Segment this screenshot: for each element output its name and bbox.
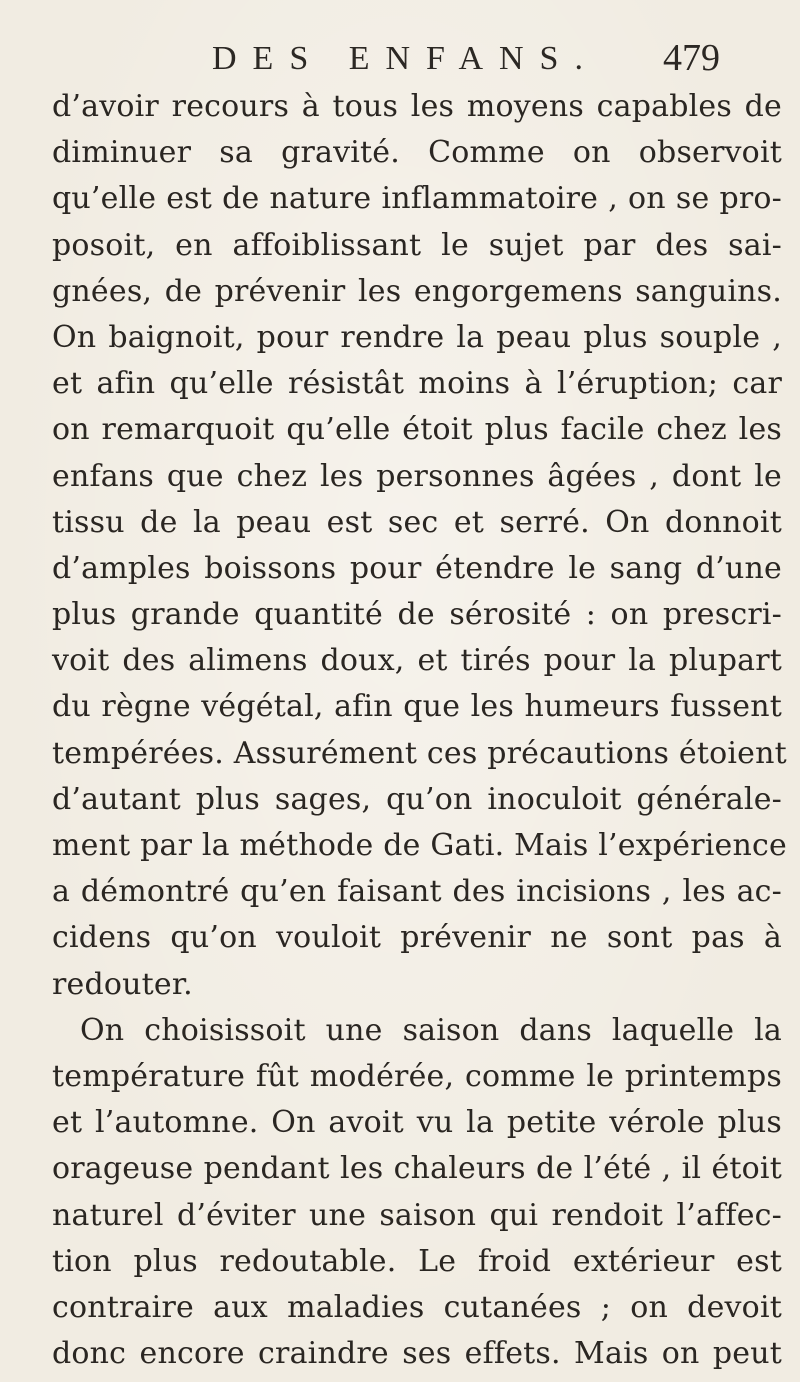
text-line: gnées, de prévenir les engorgemens sanguins. [52, 273, 782, 309]
page-number: 479 [663, 37, 720, 79]
text-line: d’autant plus sages, qu’on inoculoit générale- [52, 781, 782, 817]
text-line: d’amples boissons pour étendre le sang d’une [52, 550, 782, 586]
text-line: posoit, en affoiblissant le sujet par des sai- [52, 227, 782, 263]
text-line: et l’automne. On avoit vu la petite vérole plus [52, 1105, 782, 1141]
paragraph-1 [52, 84, 787, 1008]
text-line: ment par la méthode de Gati. Mais l’expérience [52, 828, 787, 863]
text-line: diminuer sa gravité. Comme on observoit [52, 135, 782, 171]
text-line: température fût modérée, comme le printemps [52, 1058, 782, 1094]
text-line: tissu de la peau est sec et serré. On donnoit [52, 504, 782, 540]
text-line: redouter. [52, 966, 193, 1002]
text-line: d’avoir recours à tous les moyens capables de [52, 89, 782, 124]
text-line: du règne végétal, afin que les humeurs fussent [52, 689, 782, 725]
text-line: contraire aux maladies cutanées ; on devoit [52, 1289, 782, 1325]
text-line: on remarquoit qu’elle étoit plus facile chez les [52, 412, 782, 448]
text-line: enfans que chez les personnes âgées , dont le [52, 458, 782, 494]
text-line: a démontré qu’en faisant des incisions , les ac- [52, 874, 782, 910]
text-line: tempérées. Assurément ces précautions étoient [52, 735, 787, 771]
text-line: voit des alimens doux, et tirés pour la plupart [52, 643, 782, 679]
text-line: On baignoit, pour rendre la peau plus souple , [52, 319, 782, 355]
text-line: qu’elle est de nature inflammatoire , on se pro- [52, 181, 782, 217]
text-line: tion plus redoutable. Le froid extérieur est [52, 1243, 782, 1279]
text-line: plus grande quantité de sérosité : on prescri- [52, 597, 782, 633]
text-line: cidens qu’on vouloit prévenir ne sont pas à [52, 920, 782, 956]
text-line: donc encore craindre ses effets. Mais on peut [52, 1336, 782, 1372]
text-line: orageuse pendant les chaleurs de l’été , il étoit [52, 1151, 782, 1187]
text-line: naturel d’éviter une saison qui rendoit l’affec- [52, 1197, 782, 1233]
running-head [0, 36, 800, 86]
text-line: et afin qu’elle résistât moins à l’éruption; car [52, 366, 782, 402]
text-line: On choisissoit une saison dans laquelle la [80, 1012, 782, 1048]
body-text [52, 84, 787, 1377]
running-title: DES ENFANS. [212, 40, 599, 77]
paragraph-2 [52, 1008, 782, 1378]
